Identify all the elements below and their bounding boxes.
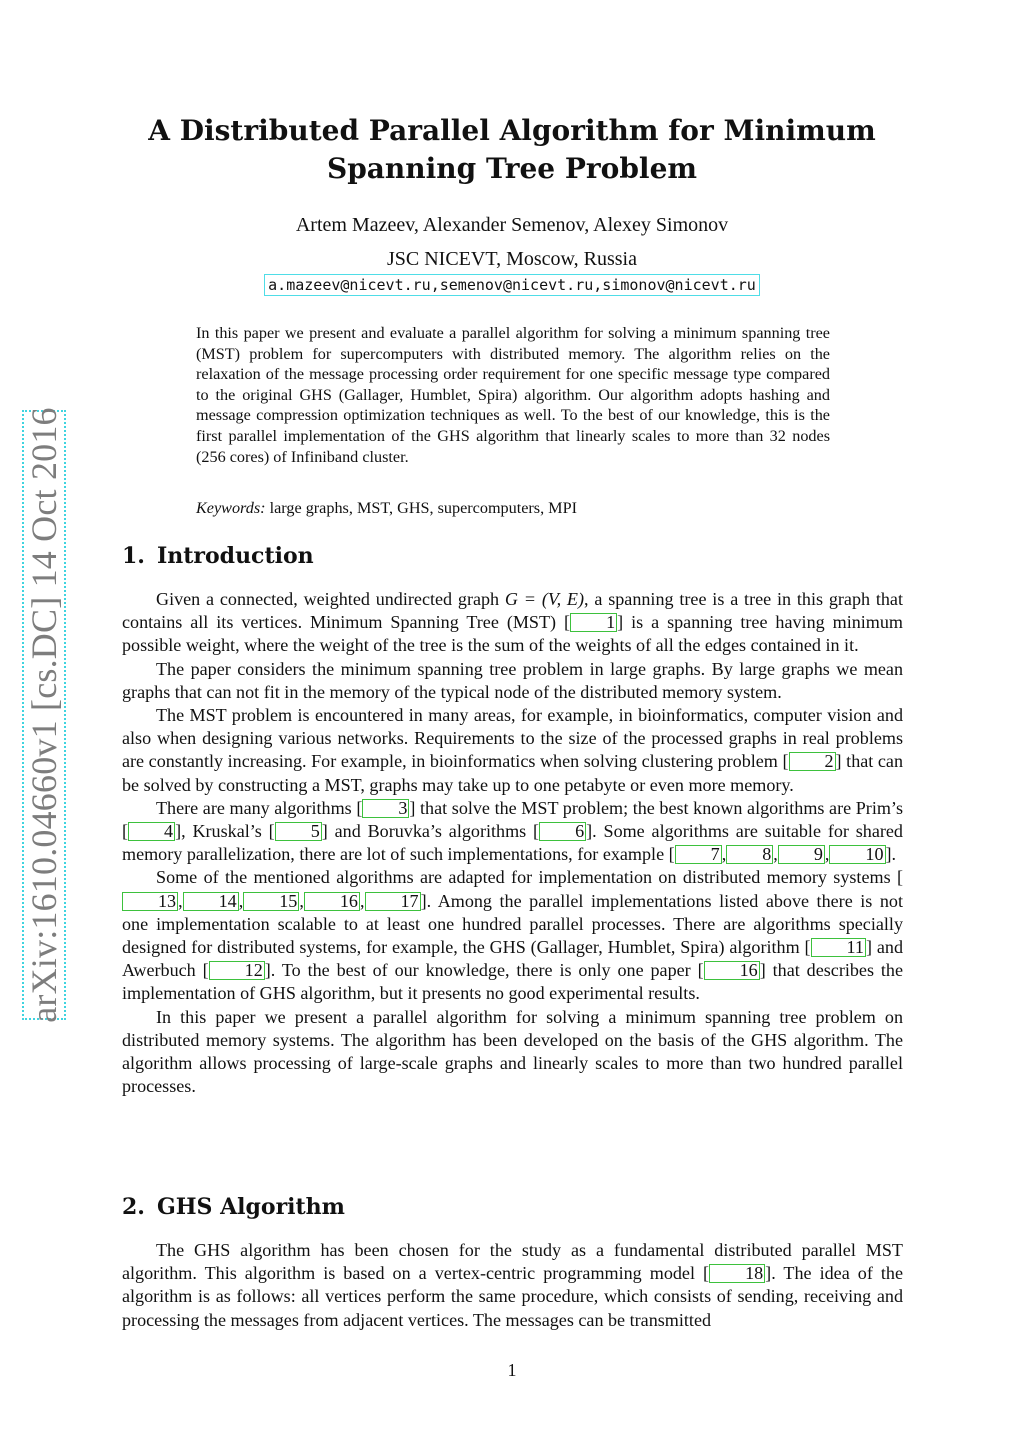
paragraph: The paper considers the minimum spanning tree problem in large graphs. By large graphs we mean graphs that can not fit in the memory of the typical node of the distributed memory system. <box>122 658 903 702</box>
citation-link[interactable]: 15 <box>243 892 299 911</box>
section-number: 2. <box>122 1194 145 1220</box>
citation-link[interactable]: 8 <box>726 845 773 864</box>
citation-link[interactable]: 2 <box>789 752 836 771</box>
paragraph: The MST problem is encountered in many areas, for example, in bioinformatics, computer vision and also when designing various networks. Requirements to the size of the processed graphs in real problems are constantly increasing. For example, in bioinformatics when solving clustering problem [ 2 ] that can be solved by constructing a MST, graphs may take up to one petabyte or even more memory. <box>122 705 903 795</box>
text-run: There are many algorithms <box>156 797 357 818</box>
page-number: 1 <box>507 1360 517 1380</box>
citation-link[interactable]: 10 <box>829 845 885 864</box>
keywords <box>196 498 830 518</box>
section-title: GHS Algorithm <box>156 1194 345 1220</box>
math-expression: G = (V, E) <box>504 589 585 609</box>
keywords-text: large graphs, MST, GHS, supercomputers, MPI <box>269 499 577 517</box>
citation-link[interactable]: 6 <box>539 822 586 841</box>
paragraph: Some of the mentioned algorithms are adapted for implementation on distributed memory systems [13 , 14 , 15 , 16 , 17 ]. Among the parallel implementations listed above there is not one implementation scalable to at least one hundred parallel processes. There are algorithms specially designed for distributed systems, for example, the GHS (Gallager, Humblet, Spira) algorithm [ 11 ] and Awerbuch [ 12 ]. To the best of our knowledge, there is only one paper [ 16 ] that describes the implementation of GHS algorithm, but it presents no good experimental results. <box>122 867 903 1004</box>
text-run: The GHS algorithm has been chosen for the study as a fundamental distributed parallel MST algorithm. This algorithm is based on a vertex-centric programming model <box>122 1240 903 1284</box>
text-run: Given a connected, weighted undirected graph <box>156 589 505 609</box>
text-run: that solve the MST problem; the best known algorithms are Prim’s <box>415 797 903 818</box>
keywords-label: Keywords: <box>196 499 266 517</box>
text-run: is a spanning tree having minimum possible weight, where the weight of the tree is the sum of the weights of all the edges contained in it. <box>122 612 903 656</box>
paragraph: There are many algorithms [ 3 ] that solve the MST problem; the best known algorithms are Prim’s [ 4 ], Kruskal’s [ 5 ] and Boruvka’s algorithms [ 6 ]. Some algorithms are suitable for shared memory parallelization, there are lot of such implementations, for example [ 7 , 8 , 9 , 10 ]. <box>122 797 903 865</box>
text-run: . To the best of our knowledge, there is only one paper <box>270 960 698 981</box>
section-heading-introduction <box>122 542 314 570</box>
title-line-1: A Distributed Parallel Algorithm for Minimum <box>148 114 876 147</box>
paragraph: In this paper we present a parallel algorithm for solving a minimum spanning tree problem on distributed memory systems. The algorithm has been developed on the basis of the GHS algorithm. The algorithm allows processing of large-scale graphs and linearly scales to more than two hundred parallel processes. <box>122 1006 903 1097</box>
email-links[interactable]: a.mazeev@nicevt.ru,semenov@nicevt.ru,simonov@nicevt.ru <box>264 274 760 296</box>
paragraph: Given a connected, weighted undirected graph G = (V, E), a spanning tree is a tree in this graph that contains all its vertices. Minimum Spanning Tree (MST) [ 1 ] is a spanning tree having minimum possible weight, where the weight of the tree is the sum of the weights of all the edges contained in it. <box>122 589 903 656</box>
arxiv-identifier[interactable]: arXiv:1610.04660v1 [cs.DC] 14 Oct 2016 <box>24 407 64 1023</box>
text-run: and Boruvka’s algorithms <box>327 821 534 842</box>
citation-link[interactable]: 3 <box>362 799 409 818</box>
introduction-body <box>122 588 903 1098</box>
text-run: Some of the mentioned algorithms are adapted for implementation on distributed memory systems <box>156 867 897 888</box>
section-number: 1. <box>122 543 145 569</box>
paper-title <box>122 112 902 188</box>
text-run: . The idea of the algorithm is as follows: all vertices perform the same procedure, which consists of sending, receiving and processing the messages from adjacent vertices. The messages can be transmitted <box>122 1263 903 1330</box>
email-line <box>122 274 902 296</box>
citation-link[interactable]: 16 <box>704 961 760 980</box>
citation-link[interactable]: 11 <box>811 938 866 957</box>
citation-link[interactable]: 17 <box>365 892 421 911</box>
affiliation: JSC NICEVT, Moscow, Russia <box>386 248 637 270</box>
citation-link[interactable]: 13 <box>122 892 178 911</box>
text-run: that describes the implementation of GHS algorithm, but it presents no good experimental results. <box>122 960 903 1004</box>
section-title: Introduction <box>156 543 314 569</box>
arxiv-stamp[interactable] <box>22 407 66 1023</box>
text-run: that can be solved by constructing a MST, graphs may take up to one petabyte or even more memory. <box>122 751 903 795</box>
paragraph: The GHS algorithm has been chosen for the study as a fundamental distributed parallel MST algorithm. This algorithm is based on a vertex-centric programming model [ 18 ]. The idea of the algorithm is as follows: all vertices perform the same procedure, which consists of sending, receiving and processing the messages from adjacent vertices. The messages can be transmitted <box>122 1240 903 1330</box>
citation-link[interactable]: 14 <box>183 892 239 911</box>
citation-link[interactable]: 5 <box>275 822 322 841</box>
text-run: and Awerbuch <box>122 937 903 981</box>
abstract: In this paper we present and evaluate a parallel algorithm for solving a minimum spanning tree (MST) problem for supercomputers with distributed memory. The algorithm relies on the relaxation of the message processing order requirement for one specific message type compared to the original GHS (Gallager, Humblet, Spira) algorithm. Our algorithm adopts hashing and message compression optimization techniques as well. To the best of our knowledge, this is the first parallel implementation of the GHS algorithm that linearly scales to more than 32 nodes (256 cores) of Infiniband cluster. <box>196 324 830 466</box>
ghs-section-body <box>122 1239 903 1332</box>
author-list: Artem Mazeev, Alexander Semenov, Alexey Simonov <box>295 214 729 236</box>
text-run: , Kruskal’s <box>181 821 269 842</box>
citation-link[interactable]: 16 <box>304 892 360 911</box>
title-line-2: Spanning Tree Problem <box>326 152 698 185</box>
text-run: . Some algorithms are suitable for shared memory parallelization, there are lot of such implementations, for example <box>122 821 903 865</box>
citation-link[interactable]: 7 <box>675 845 722 864</box>
section-heading-ghs-algorithm <box>122 1193 345 1221</box>
citation-link[interactable]: 18 <box>709 1264 765 1283</box>
text-run: , a spanning tree is a tree in this graph that contains all its vertices. Minimum Spanning Tree (MST) <box>122 589 903 633</box>
text-run: . Among the parallel implementations listed above there is not one implementation scalable to at least one hundred parallel processes. There are algorithms specially designed for distributed systems, for example, the GHS (Gallager, Humblet, Spira) algorithm <box>122 890 903 958</box>
citation-link[interactable]: 1 <box>570 613 617 632</box>
text-run: The MST problem is encountered in many areas, for example, in bioinformatics, computer vision and also when designing various networks. Requirements to the size of the processed graphs in real problems are constantly increasing. For example, in bioinformatics when solving clustering problem <box>122 705 903 772</box>
text-run: . <box>891 844 897 865</box>
citation-link[interactable]: 12 <box>209 961 265 980</box>
citation-link[interactable]: 9 <box>778 845 825 864</box>
citation-link[interactable]: 4 <box>128 822 175 841</box>
